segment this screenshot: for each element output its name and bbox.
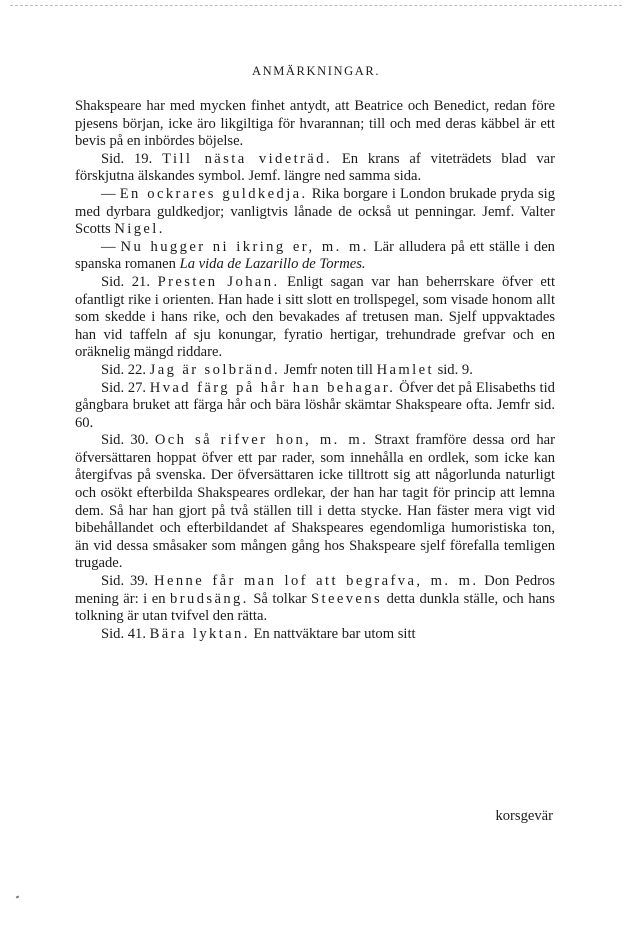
note-text: sid. 9. [437, 361, 473, 378]
note-word-spaced: brudsäng. [170, 590, 249, 607]
note-reference: Sid. 22. [101, 361, 147, 378]
note-dash: — [101, 185, 116, 202]
note-text: Straxt framföre dessa ord har öfversättaren hoppat öfver ett par rader, som innehålla en ordlek, som icke kan återgifvas på svenska. Der öfversättaren icke tilltrott sig att någorlunda naturligt och osökt efterbilda Shakspeares ordlekar, der han har tagit för princip att lemna dem. Så har han gjort på två ställen till i detta stycke. Han fäster mera vigt vid bibehållandet och efterbildandet af Shakspeares egendomliga humoristiska ton, än vid dessa småsaker som mången gång hos Shakspeare sjelf förefalla temligen trugade. [75, 432, 555, 572]
note-headword: Nu hugger ni ikring er, m. m. [120, 238, 369, 255]
note-paragraph-sid-21 [75, 274, 555, 362]
note-paragraph-intro [75, 98, 555, 151]
note-reference: Sid. 19. [101, 150, 153, 167]
note-text: Don Pedros mening är: i en [75, 573, 555, 607]
note-reference: Sid. 30. [101, 432, 149, 449]
note-headword: Och så rifver hon, m. m. [154, 432, 369, 449]
note-text: Rika borgare i London brukade pryda sig med dyrbara guldkedjor; vanligtvis lånade de också ut penningar. Jemf. Valter Scotts [75, 185, 555, 238]
note-headword: Hvad färg på hår han behagar. [149, 379, 396, 396]
note-text: Öfver det på Elisabeths tid gångbara bruket att färga hår och bära löshår skämtar Shakspeare ofta. Jemfr sid. 60. [75, 379, 555, 431]
note-dash: — [101, 238, 116, 255]
note-paragraph-sid-27 [75, 380, 555, 433]
paper-speck [16, 895, 20, 898]
note-text: Enligt sagan var han beherrskare öfver ett ofantligt rike i orienten. Han hade i sitt slott en trollspegel, som visade honom allt som skedde i hans rike, och den bevakades af tretusen man. Sjelf uppvaktades han vid taffeln af sju konungar, fyratio hertigar, trehundrade grefvar och en oräknelig mängd riddare. [75, 273, 556, 361]
note-headword: En ockrares guldkedja. [119, 185, 308, 202]
note-reference: Sid. 39. [101, 573, 149, 590]
note-text: En nattväktare bar utom sitt [253, 625, 416, 642]
note-name-spaced: Steevens [310, 590, 383, 607]
note-text: detta dunkla ställe, och hans tolkning är utan tvifvel den rätta. [75, 590, 555, 625]
note-paragraph-sid-19 [75, 151, 555, 186]
note-title-spaced: Hamlet [376, 361, 434, 378]
note-headword: Bära lyktan. [149, 625, 250, 642]
note-title-italic: La vida de Lazarillo de Tormes. [179, 256, 366, 273]
note-text: Shakspeare har med mycken finhet antydt, att Beatrice och Benedict, redan före pjesens början, icke äro likgiltiga för hvarannan; till och med deras käbbel är ett bevis på en inbördes böjelse. [75, 98, 555, 150]
note-headword: Presten Johan. [157, 273, 280, 290]
note-paragraph-sid-22 [75, 362, 555, 380]
note-paragraph-sid-41 [75, 626, 555, 644]
catchword: korsgevär [495, 808, 553, 824]
note-paragraph-sid-30 [75, 432, 555, 573]
note-text: Lär alludera på ett ställe i den spanska romanen [75, 238, 555, 273]
note-headword: Henne får man lof att begrafva, m. m. [154, 573, 479, 590]
notes-body [75, 98, 555, 643]
note-headword: Till nästa videträd. [162, 150, 332, 167]
note-headword: Jag är solbränd. [149, 361, 281, 378]
note-paragraph-nu-hugger [75, 239, 555, 274]
note-title-spaced: Nigel. [114, 221, 165, 238]
note-text: En krans af viteträdets blad var förskjutna älskandes symbol. Jemf. längre ned samma sida. [75, 150, 555, 185]
note-paragraph-guldkedja [75, 186, 555, 239]
note-paragraph-sid-39 [75, 573, 555, 626]
running-head: ANMÄRKNINGAR. [251, 64, 381, 78]
note-reference: Sid. 21. [101, 273, 150, 290]
page-top-rule [10, 5, 622, 6]
note-text: Så tolkar [253, 590, 307, 607]
note-reference: Sid. 41. [101, 625, 147, 642]
note-text: Jemfr noten till [283, 361, 373, 378]
note-reference: Sid. 27. [101, 379, 147, 396]
